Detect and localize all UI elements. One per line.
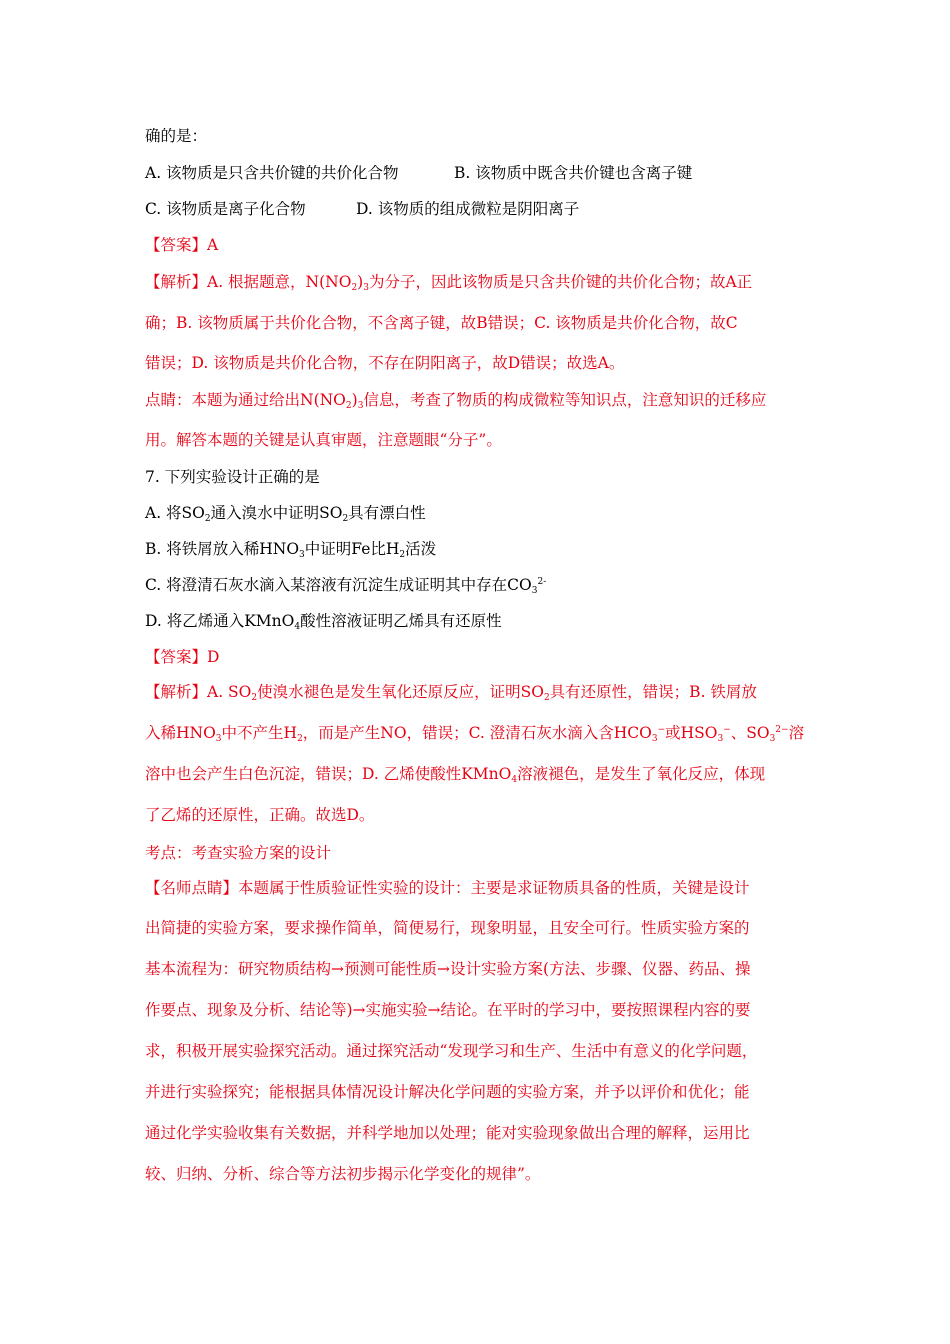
q7-tip-line-6: 并进行实验探究；能根据具体情况设计解决化学问题的实验方案，并予以评价和优化；能 (145, 1083, 750, 1101)
q7-tip-line-2: 出简捷的实验方案，要求操作简单，简便易行，现象明显，且安全可行。性质实验方案的 (145, 919, 750, 937)
q6-analysis-line-1: 【解析】A. 根据题意，$N(NO_2)_3$为分子，因此该物质是只含共价键的共价化合物；故A正 (145, 273, 753, 293)
q6-comment-line-1: 点睛：本题为通过给出$N(NO_2)_3$信息，考查了物质的构成微粒等知识点，注意知识的迁移应 (145, 391, 767, 411)
q7-kaodian: 考点：考查实验方案的设计 (145, 844, 332, 862)
q7-tip-line-7: 通过化学实验收集有关数据，并科学地加以处理；能对实验现象做出合理的解释，运用比 (145, 1124, 750, 1142)
q6-option-d: D. 该物质的组成微粒是阴阳离子 (356, 200, 580, 218)
q6-option-b: B. 该物质中既含共价键也含离子键 (454, 164, 693, 182)
q6-answer: 【答案】A (145, 236, 219, 254)
q6-analysis-line-3: 错误；D. 该物质是共价化合物，不存在阴阳离子，故D错误；故选A。 (145, 354, 625, 372)
q7-tip-line-5: 求，积极开展实验探究活动。通过探究活动“发现学习和生产、生活中有意义的化学问题， (145, 1042, 758, 1060)
q6-analysis-line-2: 确；B. 该物质属于共价化合物，不含离子键，故B错误；C. 该物质是共价化合物，故C (145, 314, 738, 332)
q7-option-b: B. 将铁屑放入稀$HNO_3$中证明Fe比$H_2$活泼 (145, 540, 437, 560)
q7-tip-line-3: 基本流程为：研究物质结构→预测可能性质→设计实验方案(方法、步骤、仪器、药品、操 (145, 960, 751, 978)
q6-comment-line-2: 用。解答本题的关键是认真审题，注意题眼“分子”。 (145, 431, 502, 449)
q7-analysis-line-1: 【解析】A. $SO_2$使溴水褪色是发生氧化还原反应，证明$SO_2$具有还原性，错误；B. 铁屑放 (145, 683, 757, 703)
q6-stem-tail: 确的是： (145, 127, 208, 145)
q7-tip-line-8: 较、归纳、分析、综合等方法初步揭示化学变化的规律”。 (145, 1165, 541, 1183)
q7-stem: 7. 下列实验设计正确的是 (145, 468, 320, 486)
q7-answer: 【答案】D (145, 648, 220, 666)
q7-option-c: C. 将澄清石灰水滴入某溶液有沉淀生成证明其中存在$CO_3^{2-}$ (145, 576, 547, 596)
q7-option-a: A. 将$SO_2$通入溴水中证明$SO_2$具有漂白性 (145, 504, 426, 524)
q6-option-row-2 (145, 199, 580, 219)
q7-analysis-line-2: 入稀$HNO_3$中不产生$H_2$，而是产生NO，错误；C. 澄清石灰水滴入含$HCO_3^-$或$HSO_3^-$、$SO_3^{2-}$溶 (145, 724, 805, 744)
q6-option-row-1 (145, 163, 693, 183)
q7-analysis-line-3: 溶中也会产生白色沉淀，错误；D. 乙烯使酸性KMnO$_4$溶液褪色，是发生了氧化反应，体现 (145, 765, 766, 785)
q7-tip-line-4: 作要点、现象及分析、结论等)→实施实验→结论。在平时的学习中，要按照课程内容的要 (145, 1001, 751, 1019)
q6-option-c: C. 该物质是离子化合物 (145, 200, 306, 218)
q7-option-d: D. 将乙烯通入KMnO$_4$酸性溶液证明乙烯具有还原性 (145, 612, 502, 632)
q6-option-a: A. 该物质是只含共价键的共价化合物 (145, 164, 399, 182)
q7-tip-line-1: 【名师点睛】本题属于性质验证性实验的设计：主要是求证物质具备的性质，关键是设计 (145, 879, 750, 897)
q7-analysis-line-4: 了乙烯的还原性，正确。故选D。 (145, 806, 375, 824)
